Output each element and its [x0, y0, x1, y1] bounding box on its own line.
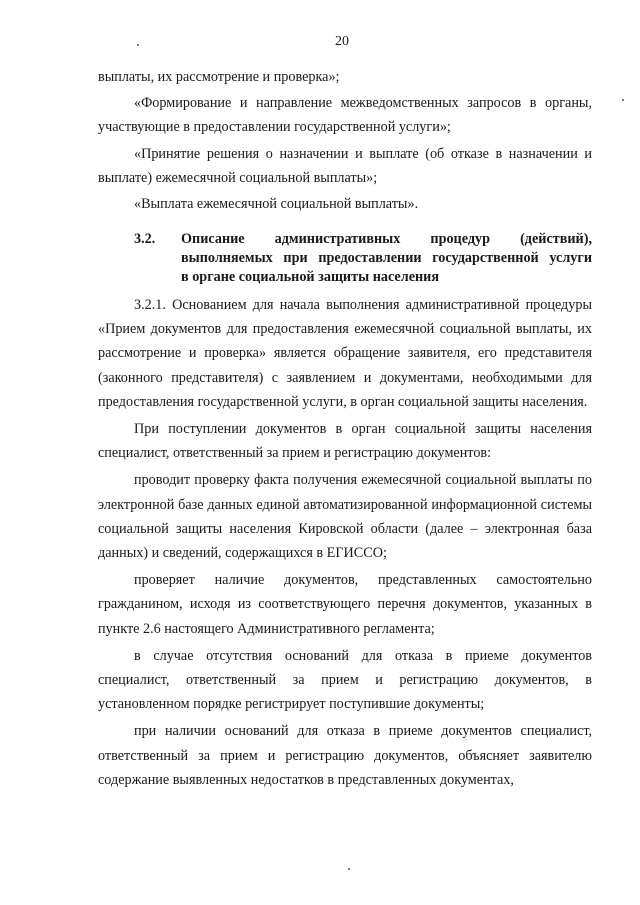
scan-speck — [622, 99, 624, 101]
body-paragraph: при наличии оснований для отказа в приеме документов специалист, ответственный за прием и регистрацию документов, объясняет заявителю содержание выявленных недостатков в представленных документах, — [98, 723, 592, 788]
scan-speck — [348, 868, 350, 870]
scan-speck — [137, 44, 139, 46]
intro-block — [98, 65, 592, 218]
section-number: 3.2. — [134, 231, 156, 247]
intro-paragraph: «Выплата ежемесячной социальной выплаты». — [134, 196, 419, 213]
page-number: 20 — [335, 34, 349, 49]
body-paragraph: проводит проверку факта получения ежемесячной социальной выплаты по электронной базе данных единой автоматизированной информационной системы социальной защиты населения Кировской области (далее – электронная база данных) и сведений, содержащихся в ЕГИССО; — [98, 472, 592, 562]
intro-paragraph: выплаты, их рассмотрение и проверка»; — [98, 69, 340, 85]
body-block — [98, 293, 592, 795]
body-paragraph: проверяет наличие документов, представленных самостоятельно гражданином, исходя из соответствующего перечня документов, указанных в пункте 2.6 настоящего Административного регламента; — [98, 572, 592, 637]
section-title-line: в органе социальной защиты населения — [181, 269, 440, 285]
section-title-line: Описание административных процедур (действий), — [181, 231, 592, 247]
section-title-line: выполняемых при предоставлении государственной услуги — [181, 250, 592, 266]
body-paragraph: в случае отсутствия оснований для отказа в приеме документов специалист, ответственный за прием и регистрацию документов, в установленном порядке регистрирует поступившие документы; — [98, 647, 592, 713]
body-paragraph: 3.2.1. Основанием для начала выполнения административной процедуры «Прием документов для предоставления ежемесячной социальной выплаты, их рассмотрение и проверка» является обращение заявителя, его представителя (законного представителя) с заявлением и документами, необходимыми для предоставления государственной услуги, в орган социальной защиты населения. — [98, 297, 592, 410]
section-title — [181, 230, 592, 287]
intro-paragraph: «Формирование и направление межведомственных запросов в органы, участвующие в предоставлении государственной услуги»; — [98, 95, 592, 136]
intro-paragraph: «Принятие решения о назначении и выплате (об отказе в назначении и выплате) ежемесячной социальной выплаты»; — [98, 145, 592, 186]
body-paragraph: При поступлении документов в орган социальной защиты населения специалист, ответственный за прием и регистрацию документов: — [98, 421, 592, 462]
